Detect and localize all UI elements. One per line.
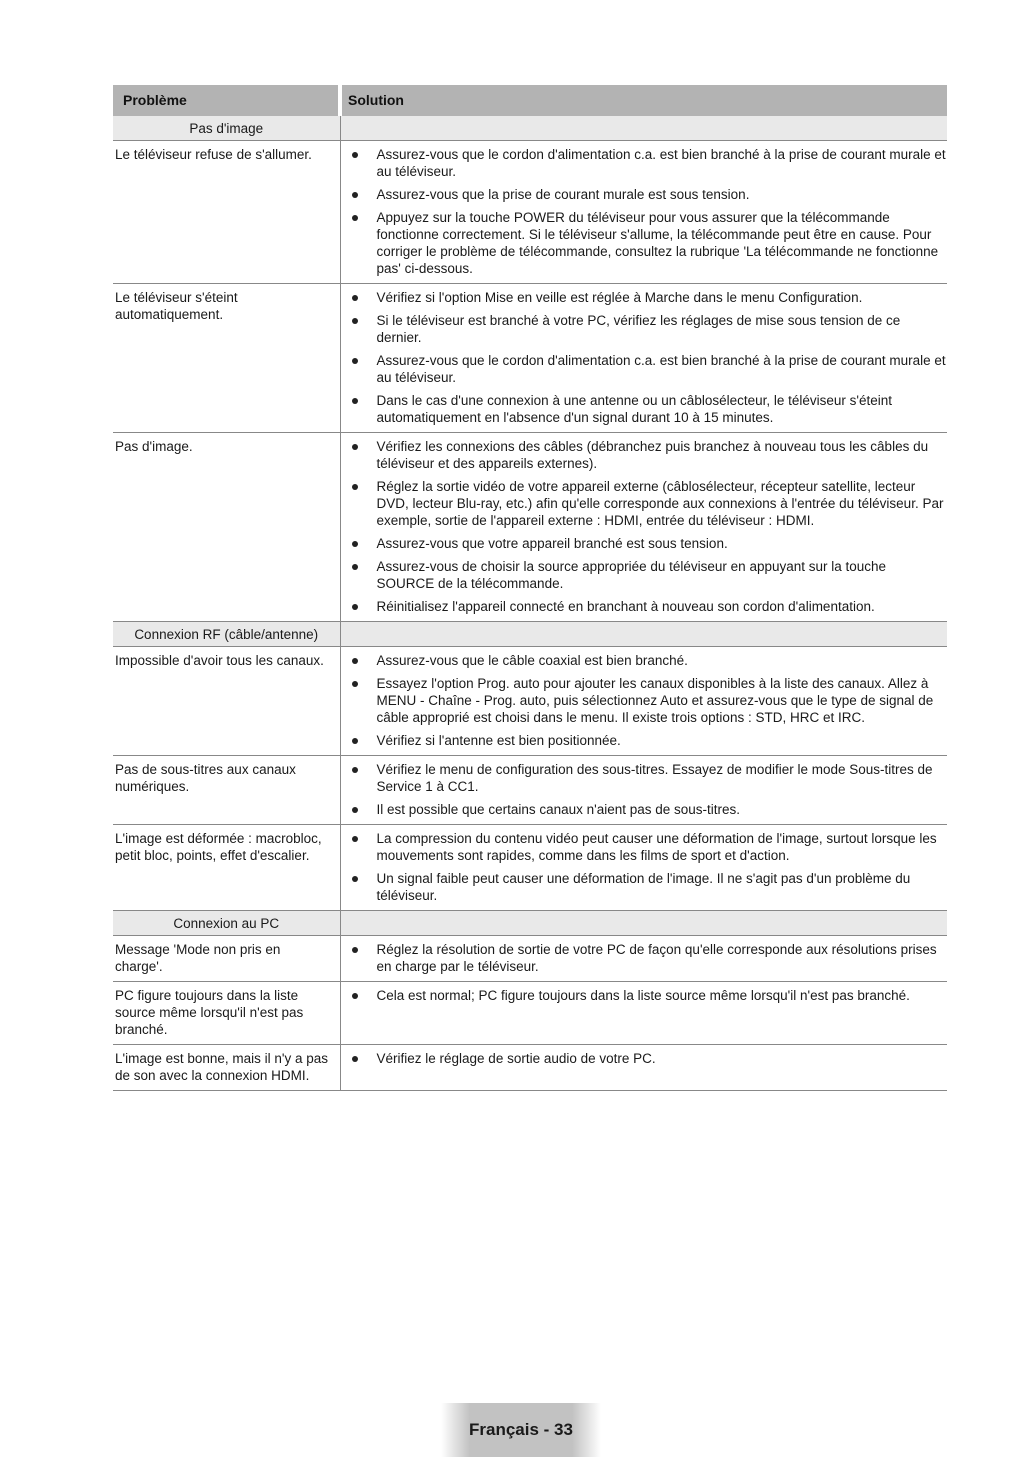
- solution-cell: [340, 284, 947, 433]
- problem-cell: Pas de sous-titres aux canaux numériques.: [113, 756, 340, 825]
- solution-cell: [340, 647, 947, 756]
- solution-list: [349, 830, 948, 904]
- solution-item: Vérifiez le réglage de sortie audio de votre PC.: [349, 1050, 948, 1067]
- problem-cell: L'image est déformée : macrobloc, petit bloc, points, effet d'escalier.: [113, 825, 340, 911]
- solution-item: Assurez-vous que le cordon d'alimentation c.a. est bien branché à la prise de courant murale et au téléviseur.: [349, 352, 948, 386]
- troubleshooting-table: [113, 85, 947, 1091]
- solution-cell: [340, 982, 947, 1045]
- solution-item: La compression du contenu vidéo peut causer une déformation de l'image, surtout lorsque les mouvements sont rapides, comme dans les films de sport et d'action.: [349, 830, 948, 864]
- solution-cell: [340, 433, 947, 622]
- problem-cell: Message 'Mode non pris en charge'.: [113, 936, 340, 982]
- solution-list: [349, 438, 948, 615]
- solution-list: [349, 1050, 948, 1067]
- problem-cell: Impossible d'avoir tous les canaux.: [113, 647, 340, 756]
- solution-item: Assurez-vous que le cordon d'alimentation c.a. est bien branché à la prise de courant murale et au téléviseur.: [349, 146, 948, 180]
- problem-column-header: Problème: [113, 85, 340, 116]
- section-title: Connexion au PC: [113, 911, 340, 936]
- section-title: Connexion RF (câble/antenne): [113, 622, 340, 647]
- table-row: [113, 936, 947, 982]
- page-number-badge: [441, 1403, 601, 1457]
- table-row: [113, 141, 947, 284]
- solution-item: Vérifiez les connexions des câbles (débranchez puis branchez à nouveau tous les câbles du téléviseur et des appareils externes).: [349, 438, 948, 472]
- table-row: [113, 756, 947, 825]
- solution-item: Réglez la sortie vidéo de votre appareil externe (câblosélecteur, récepteur satellite, lecteur DVD, lecteur Blu-ray, etc.) afin qu'elle corresponde aux connexions à l'entrée du téléviseur. Par exemple, sortie de l'appareil externe : HDMI, entrée du téléviseur : HDMI.: [349, 478, 948, 529]
- solution-item: Assurez-vous de choisir la source appropriée du téléviseur en appuyant sur la touche SOURCE de la télécommande.: [349, 558, 948, 592]
- solution-cell: [340, 936, 947, 982]
- solution-item: Appuyez sur la touche POWER du téléviseur pour vous assurer que la télécommande fonctionne correctement. Si le téléviseur s'allume, la télécommande peut être en cause. Pour corriger le problème de télécommande, consultez la rubrique 'La télécommande ne fonctionne pas' ci-dessous.: [349, 209, 948, 277]
- section-header-filler: [340, 116, 947, 141]
- problem-cell: PC figure toujours dans la liste source même lorsqu'il n'est pas branché.: [113, 982, 340, 1045]
- solution-list: [349, 289, 948, 426]
- solution-item: Essayez l'option Prog. auto pour ajouter les canaux disponibles à la liste des canaux. Allez à MENU - Chaîne - Prog. auto, puis sélectionnez Auto et assurez-vous que le type de signal de câble approprié est choisi dans le menu. Il existe trois options : STD, HRC et IRC.: [349, 675, 948, 726]
- solution-item: Assurez-vous que la prise de courant murale est sous tension.: [349, 186, 948, 203]
- solution-cell: [340, 1045, 947, 1091]
- solution-item: Cela est normal; PC figure toujours dans la liste source même lorsqu'il n'est pas branché.: [349, 987, 948, 1004]
- solution-item: Si le téléviseur est branché à votre PC, vérifiez les réglages de mise sous tension de ce dernier.: [349, 312, 948, 346]
- section-header-row: [113, 622, 947, 647]
- solution-item: Un signal faible peut causer une déformation de l'image. Il ne s'agit pas d'un problème du téléviseur.: [349, 870, 948, 904]
- solution-cell: [340, 141, 947, 284]
- solution-list: [349, 146, 948, 277]
- section-title: Pas d'image: [113, 116, 340, 141]
- solution-item: Assurez-vous que votre appareil branché est sous tension.: [349, 535, 948, 552]
- solution-cell: [340, 825, 947, 911]
- solution-item: Réglez la résolution de sortie de votre PC de façon qu'elle corresponde aux résolutions prises en charge par le téléviseur.: [349, 941, 948, 975]
- table-row: [113, 1045, 947, 1091]
- table-row: [113, 647, 947, 756]
- solution-list: [349, 761, 948, 818]
- solution-list: [349, 652, 948, 749]
- table-body: [113, 116, 947, 1091]
- solution-list: [349, 987, 948, 1004]
- section-header-row: [113, 911, 947, 936]
- solution-column-header: Solution: [340, 85, 947, 116]
- section-header-filler: [340, 911, 947, 936]
- table-row: [113, 825, 947, 911]
- solution-item: Il est possible que certains canaux n'aient pas de sous-titres.: [349, 801, 948, 818]
- solution-item: Vérifiez le menu de configuration des sous-titres. Essayez de modifier le mode Sous-titres de Service 1 à CC1.: [349, 761, 948, 795]
- table-row: [113, 982, 947, 1045]
- table-header-row: [113, 85, 947, 116]
- solution-list: [349, 941, 948, 975]
- table-row: [113, 433, 947, 622]
- problem-cell: Le téléviseur s'éteint automatiquement.: [113, 284, 340, 433]
- solution-item: Vérifiez si l'option Mise en veille est réglée à Marche dans le menu Configuration.: [349, 289, 948, 306]
- problem-cell: Le téléviseur refuse de s'allumer.: [113, 141, 340, 284]
- section-header-filler: [340, 622, 947, 647]
- solution-item: Vérifiez si l'antenne est bien positionnée.: [349, 732, 948, 749]
- problem-cell: L'image est bonne, mais il n'y a pas de son avec la connexion HDMI.: [113, 1045, 340, 1091]
- solution-item: Assurez-vous que le câble coaxial est bien branché.: [349, 652, 948, 669]
- table-row: [113, 284, 947, 433]
- page-number-label: Français - 33: [469, 1420, 573, 1439]
- solution-item: Dans le cas d'une connexion à une antenne ou un câblosélecteur, le téléviseur s'éteint automatiquement en l'absence d'un signal durant 10 à 15 minutes.: [349, 392, 948, 426]
- section-header-row: [113, 116, 947, 141]
- solution-cell: [340, 756, 947, 825]
- problem-cell: Pas d'image.: [113, 433, 340, 622]
- solution-item: Réinitialisez l'appareil connecté en branchant à nouveau son cordon d'alimentation.: [349, 598, 948, 615]
